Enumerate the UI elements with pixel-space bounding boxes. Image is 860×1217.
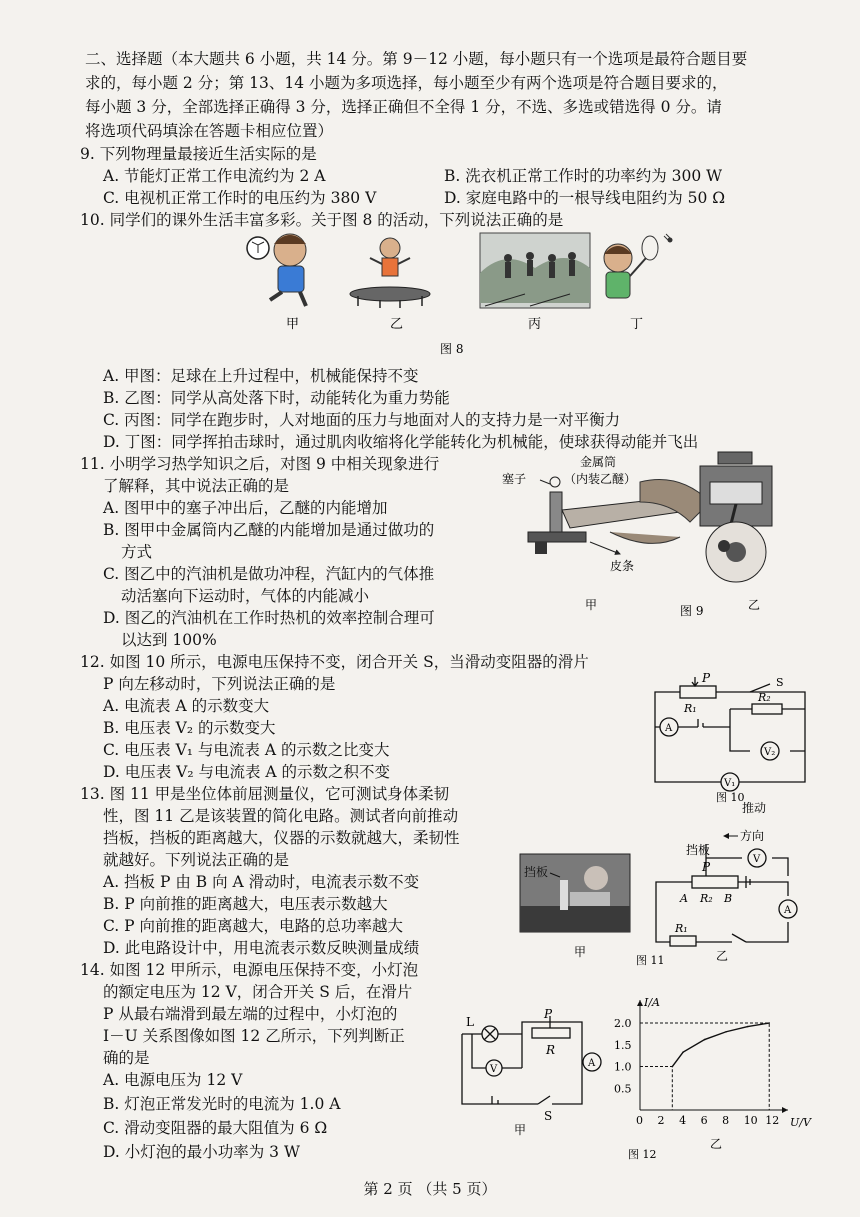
figure-9-label-yi: 乙 — [748, 598, 761, 612]
gasoline-engine-icon — [700, 452, 772, 582]
q9-option-a[interactable]: A. 节能灯正常工作电流约为 2 A — [103, 167, 326, 185]
y-axis-arrow-icon — [637, 1000, 643, 1006]
y-tick-label: 1.5 — [614, 1038, 632, 1052]
figure-9-belt-label: 皮条 — [610, 559, 635, 573]
resistor-r1 — [670, 936, 696, 946]
figure-11-push-label: 推动 — [742, 801, 767, 815]
figure-9-stopper-label: 塞子 — [502, 472, 527, 486]
figure-8-label-yi: 乙 — [390, 317, 404, 332]
q11-option-b-cont: 方式 — [121, 543, 153, 561]
x-tick-label: 2 — [657, 1114, 665, 1127]
figure-11 — [520, 796, 810, 966]
figure-10-p: P — [702, 671, 711, 685]
figure-11-caption: 图 11 — [636, 954, 665, 967]
figure-12-p: P — [544, 1007, 553, 1021]
q11-option-a[interactable]: A. 图甲中的塞子冲出后，乙醚的内能增加 — [103, 499, 388, 517]
section-line-4: 将选项代码填涂在答题卡相应位置） — [85, 122, 334, 140]
figure-10-s: S — [776, 676, 784, 689]
figure-12-s: S — [544, 1109, 553, 1123]
figure-10-r2: R₂ — [758, 691, 771, 704]
q11-option-d[interactable]: D. 图乙的汽油机在工作时热机的效率控制合理可 — [103, 609, 435, 627]
figure-11-label-yi: 乙 — [716, 949, 729, 963]
q14-option-a[interactable]: A. 电源电压为 12 V — [103, 1071, 243, 1089]
figure-12-label-yi: 乙 — [710, 1137, 723, 1151]
q13-stem-line-1: 13. 图 11 甲是坐位体前屈测量仪，它可测试身体柔韧 — [80, 785, 450, 803]
chart-layer — [614, 996, 812, 1129]
q14-option-b[interactable]: B. 灯泡正常发光时的电流为 1.0 A — [103, 1095, 341, 1113]
figure-8-bing-illustration — [480, 233, 590, 308]
resistor-r1 — [680, 686, 716, 698]
figure-10-caption: 图 10 — [716, 791, 745, 804]
figure-11-a: A — [680, 892, 688, 905]
q13-option-d[interactable]: D. 此电路设计中，用电流表示数反映测量成绩 — [103, 939, 420, 957]
figure-11-v: V — [753, 854, 761, 865]
figure-11-label-jia: 甲 — [574, 945, 587, 959]
x-axis-label: U/V — [790, 1116, 811, 1129]
figure-12-v: V — [490, 1064, 498, 1075]
figure-11-r1: R₁ — [675, 922, 688, 935]
dashed-guide — [640, 1067, 672, 1110]
q13-option-b[interactable]: B. P 向前推的距离越大，电压表示数越大 — [103, 895, 388, 913]
figure-11-am: A — [784, 905, 792, 916]
figure-8 — [230, 228, 680, 363]
data-point — [768, 1022, 770, 1024]
metal-tube-icon — [550, 492, 562, 534]
figure-9-caption: 图 9 — [680, 604, 704, 618]
x-tick-label: 6 — [700, 1114, 708, 1127]
y-tick-label: 2.0 — [614, 1017, 632, 1031]
y-tick-label: 1.0 — [614, 1060, 632, 1074]
figure-9-tube-label: 金属筒 — [580, 455, 617, 469]
q13-option-a[interactable]: A. 挡板 P 由 B 向 A 滑动时，电流表示数不变 — [103, 873, 420, 891]
section-line-2: 求的，每小题 2 分；第 13、14 小题为多项选择，每小题至少有两个选项是符合题目要求的， — [85, 74, 728, 92]
q12-option-d[interactable]: D. 电压表 V₂ 与电流表 A 的示数之积不变 — [103, 763, 391, 781]
q10-option-d[interactable]: D. 丁图：同学挥拍击球时，通过肌肉收缩将化学能转化为机械能，使球获得动能并飞出 — [103, 433, 699, 451]
data-point — [725, 1031, 727, 1033]
q9-option-d[interactable]: D. 家庭电路中的一根导线电阻约为 50 Ω — [444, 189, 726, 207]
figure-12-r: R — [546, 1043, 556, 1057]
section-line-3: 每小题 3 分，全部选择正确得 3 分，选择正确但不全得 1 分，不选、多选或错选得 0 分。请 — [85, 98, 722, 116]
figure-12-l: L — [466, 1015, 474, 1029]
figure-8-label-ding: 丁 — [630, 317, 644, 332]
x-axis-arrow-icon — [782, 1107, 788, 1113]
dashed-guide — [640, 1023, 769, 1110]
q14-stem-line-2: 的额定电压为 12 V，闭合开关 S 后，在滑片 — [103, 983, 413, 1001]
figure-8-yi-illustration — [350, 238, 430, 308]
data-point — [704, 1039, 706, 1041]
x-tick-label: 10 — [743, 1114, 758, 1127]
q11-option-d-cont: 以达到 100% — [121, 631, 217, 649]
q9-option-b[interactable]: B. 洗衣机正常工作时的功率约为 300 W — [444, 167, 723, 185]
figure-8-ding-illustration — [604, 234, 673, 298]
figure-10 — [640, 672, 820, 802]
data-point — [682, 1051, 684, 1053]
figure-11-b: B — [724, 892, 733, 905]
figure-12-a: A — [588, 1058, 596, 1069]
q9-option-c[interactable]: C. 电视机正常工作时的电压约为 380 V — [103, 189, 377, 207]
figure-10-r1: R₁ — [684, 702, 697, 715]
figure-8-caption: 图 8 — [440, 342, 464, 356]
figure-11-direction-label: 方向 — [740, 829, 765, 843]
x-tick-label: 8 — [722, 1114, 730, 1127]
figure-11-r2: R₂ — [700, 892, 713, 905]
q11-option-b[interactable]: B. 图甲中金属筒内乙醚的内能增加是通过做功的 — [103, 521, 435, 539]
x-tick-label: 12 — [765, 1114, 780, 1127]
q14-option-d[interactable]: D. 小灯泡的最小功率为 3 W — [103, 1143, 300, 1161]
figure-12-label-jia: 甲 — [514, 1123, 527, 1137]
q14-stem-line-3: P 从最右端滑到最左端的过程中，小灯泡的 — [103, 1005, 398, 1023]
figure-11-p: P — [702, 860, 711, 874]
q14-stem-line-5: 确的是 — [103, 1049, 150, 1067]
figure-10-a: A — [665, 723, 673, 734]
rheostat-r — [532, 1028, 570, 1038]
iu-curve — [672, 1023, 769, 1066]
figure-12-caption: 图 12 — [628, 1148, 657, 1161]
q10-stem: 10. 同学们的课外生活丰富多彩。关于图 8 的活动，下列说法正确的是 — [80, 211, 564, 229]
q14-stem-line-4: I－U 关系图像如图 12 乙所示，下列判断正 — [103, 1027, 405, 1045]
resistor-r2 — [752, 704, 782, 714]
q10-option-a[interactable]: A. 甲图：足球在上升过程中，机械能保持不变 — [103, 367, 419, 385]
resistor-r2 — [692, 876, 738, 888]
q13-stem-line-2: 性，图 11 乙是该装置的简化电路。测试者向前推动 — [103, 807, 459, 825]
q11-stem-line-2: 了解释，其中说法正确的是 — [103, 477, 290, 495]
figure-10-v1: V₁ — [724, 778, 736, 789]
figure-11-baffle-photo-label: 挡板 — [524, 865, 549, 879]
q12-option-a[interactable]: A. 电流表 A 的示数变大 — [103, 697, 270, 715]
x-tick-label: 4 — [679, 1114, 687, 1127]
y-axis-label: I/A — [644, 996, 660, 1009]
section-line-1: 二、选择题（本大题共 6 小题，共 14 分。第 9－12 小题，每小题只有一个选项是最符合题目要 — [85, 50, 748, 68]
figure-9-tube-note: （内装乙醚） — [564, 472, 637, 486]
q10-option-c[interactable]: C. 丙图：同学在跑步时，人对地面的压力与地面对人的支持力是一对平衡力 — [103, 411, 621, 429]
y-tick-label: 0.5 — [614, 1082, 632, 1096]
data-point — [747, 1026, 749, 1028]
q14-option-c[interactable]: C. 滑动变阻器的最大阻值为 6 Ω — [103, 1119, 328, 1137]
q13-option-c[interactable]: C. P 向前推的距离越大，电路的总功率越大 — [103, 917, 404, 935]
q13-stem-line-3: 挡板，挡板的距离越大，仪器的示数就越大，柔韧性 — [103, 829, 460, 847]
q13-stem-line-4: 就越好。下列说法正确的是 — [103, 851, 290, 869]
q12-stem-line-1: 12. 如图 10 所示，电源电压保持不变，闭合开关 S，当滑动变阻器的滑片 — [80, 653, 589, 671]
q11-option-c[interactable]: C. 图乙中的汽油机是做功冲程，汽缸内的气体推 — [103, 565, 435, 583]
q10-option-b[interactable]: B. 乙图：同学从高处落下时，动能转化为重力势能 — [103, 389, 450, 407]
figure-8-jia-illustration — [247, 234, 306, 306]
figure-10-v2: V₂ — [764, 747, 776, 758]
q12-option-c[interactable]: C. 电压表 V₁ 与电流表 A 的示数之比变大 — [103, 741, 390, 759]
x-tick-label: 0 — [636, 1114, 643, 1127]
q11-option-c-cont: 动活塞向下运动时，气体的内能减小 — [121, 587, 370, 605]
figure-9 — [500, 452, 800, 622]
q12-stem-line-2: P 向左移动时，下列说法正确的是 — [103, 675, 336, 693]
q11-stem-line-1: 11. 小明学习热学知识之后，对图 9 中相关现象进行 — [80, 455, 440, 473]
data-point — [672, 1066, 674, 1068]
page-footer: 第 2 页 （共 5 页） — [363, 1180, 497, 1198]
q12-option-b[interactable]: B. 电压表 V₂ 的示数变大 — [103, 719, 276, 737]
figure-12-yi-chart — [610, 996, 811, 1161]
figure-8-label-bing: 丙 — [528, 317, 542, 332]
figure-9-label-jia: 甲 — [585, 598, 598, 612]
figure-12-jia — [452, 1006, 602, 1136]
figure-8-label-jia: 甲 — [286, 317, 300, 332]
q9-stem: 9. 下列物理量最接近生活实际的是 — [80, 145, 317, 163]
q14-stem-line-1: 14. 如图 12 甲所示，电源电压保持不变，小灯泡 — [80, 961, 419, 979]
figure-11-baffle-label: 挡板 — [686, 843, 711, 857]
